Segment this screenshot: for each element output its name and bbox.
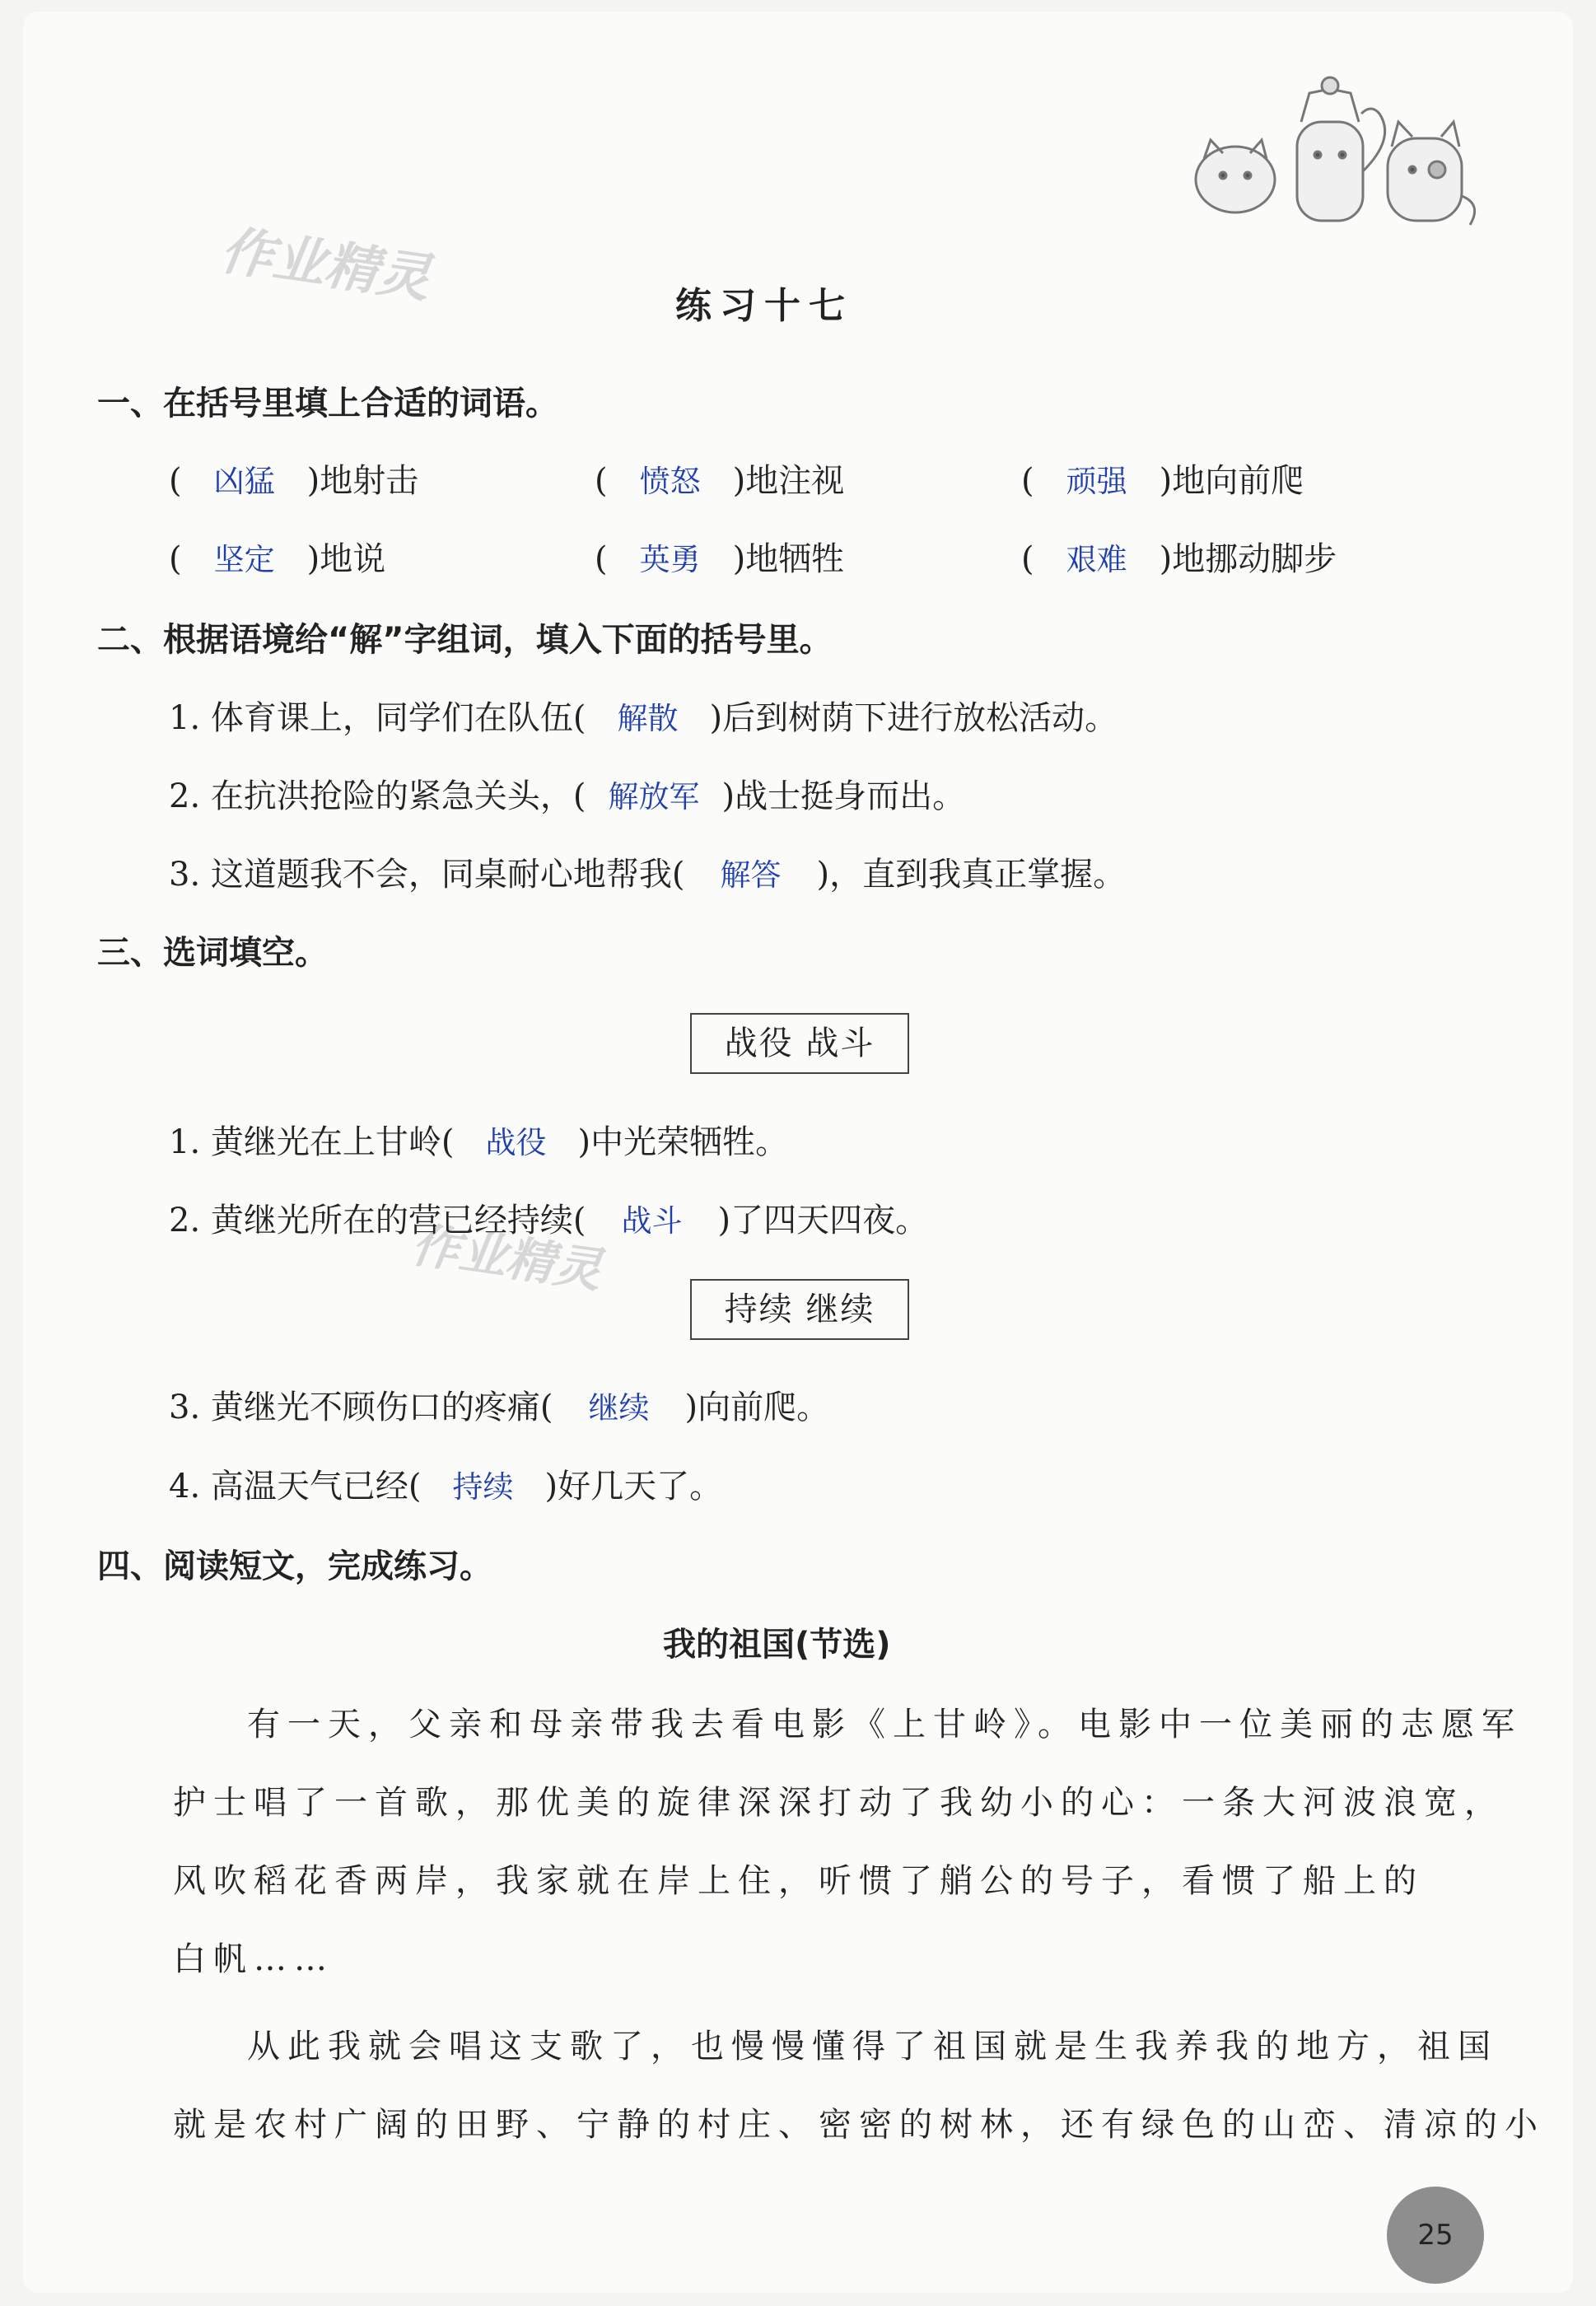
- passage-line: 白帆……: [173, 1940, 334, 1978]
- answer-text: 凶猛: [213, 464, 275, 499]
- section-1-heading: 一、在括号里填上合适的词语。: [97, 385, 558, 422]
- fill-item: ( 英勇 )地牺牲: [595, 533, 844, 580]
- answer-text: 解答: [720, 857, 782, 893]
- question-item: 2. 在抗洪抢险的紧急关头，( 解放军 )战士挺身而出。: [169, 770, 965, 817]
- answer-text: 艰难: [1066, 542, 1127, 577]
- answer-text: 坚定: [213, 542, 275, 577]
- fill-item: ( 艰难 )地挪动脚步: [1021, 533, 1337, 580]
- passage-line: 风吹稻花香两岸，我家就在岸上住，听惯了艄公的号子，看惯了船上的: [173, 1862, 1424, 1900]
- section-2-heading: 二、根据语境给“解”字组词，填入下面的括号里。: [97, 621, 833, 659]
- passage-line: 护士唱了一首歌，那优美的旋律深深打动了我幼小的心：一条大河波浪宽，: [173, 1784, 1505, 1822]
- word-choice-box: 战役 战斗: [690, 1013, 909, 1074]
- fill-item: ( 愤怒 )地注视: [595, 455, 844, 502]
- answer-text: 解散: [617, 701, 679, 736]
- passage-title: 我的祖国(节选): [663, 1626, 891, 1664]
- answer-text: 英勇: [639, 542, 701, 577]
- fill-item: ( 坚定 )地说: [169, 533, 385, 580]
- passage-line: 从此我就会唱这支歌了，也慢慢懂得了祖国就是生我养我的地方，祖国: [247, 2028, 1498, 2066]
- answer-text: 继续: [588, 1390, 650, 1426]
- page-number: 25: [1387, 2187, 1484, 2284]
- fill-item: ( 凶猛 )地射击: [169, 455, 418, 502]
- watermark-middle: 作业精灵: [408, 1216, 605, 1299]
- watermark-top: 作业精灵: [217, 220, 435, 310]
- question-item: 1. 黄继光在上甘岭( 战役 )中光荣牺牲。: [169, 1116, 788, 1163]
- answer-text: 战役: [485, 1125, 547, 1160]
- answer-text: 战斗: [621, 1203, 683, 1239]
- section-4-heading: 四、阅读短文，完成练习。: [97, 1547, 492, 1585]
- answer-text: 愤怒: [639, 464, 701, 499]
- passage-line: 有一天，父亲和母亲带我去看电影《上甘岭》。电影中一位美丽的志愿军: [247, 1706, 1522, 1744]
- question-item: 3. 黄继光不顾伤口的疼痛( 继续 )向前爬。: [169, 1381, 829, 1428]
- page-title: 练习十七: [675, 285, 853, 327]
- question-item: 1. 体育课上，同学们在队伍( 解散 )后到树荫下进行放松活动。: [169, 692, 1118, 739]
- answer-text: 解放军: [608, 779, 700, 815]
- question-item: 3. 这道题我不会，同桌耐心地帮我( 解答 )，直到我真正掌握。: [169, 848, 1126, 895]
- passage-line: 就是农村广阔的田野、宁静的村庄、密密的树林，还有绿色的山峦、清凉的小: [173, 2106, 1545, 2144]
- question-item: 2. 黄继光所在的营已经持续( 战斗 )了四天四夜。: [169, 1194, 928, 1241]
- fill-item: ( 顽强 )地向前爬: [1021, 455, 1304, 502]
- answer-text: 顽强: [1066, 464, 1127, 499]
- question-item: 4. 高温天气已经( 持续 )好几天了。: [169, 1460, 722, 1507]
- section-3-heading: 三、选词填空。: [97, 934, 328, 972]
- answer-text: 持续: [452, 1469, 514, 1505]
- word-choice-box: 持续 继续: [690, 1279, 909, 1340]
- cats-illustration: [1186, 72, 1482, 229]
